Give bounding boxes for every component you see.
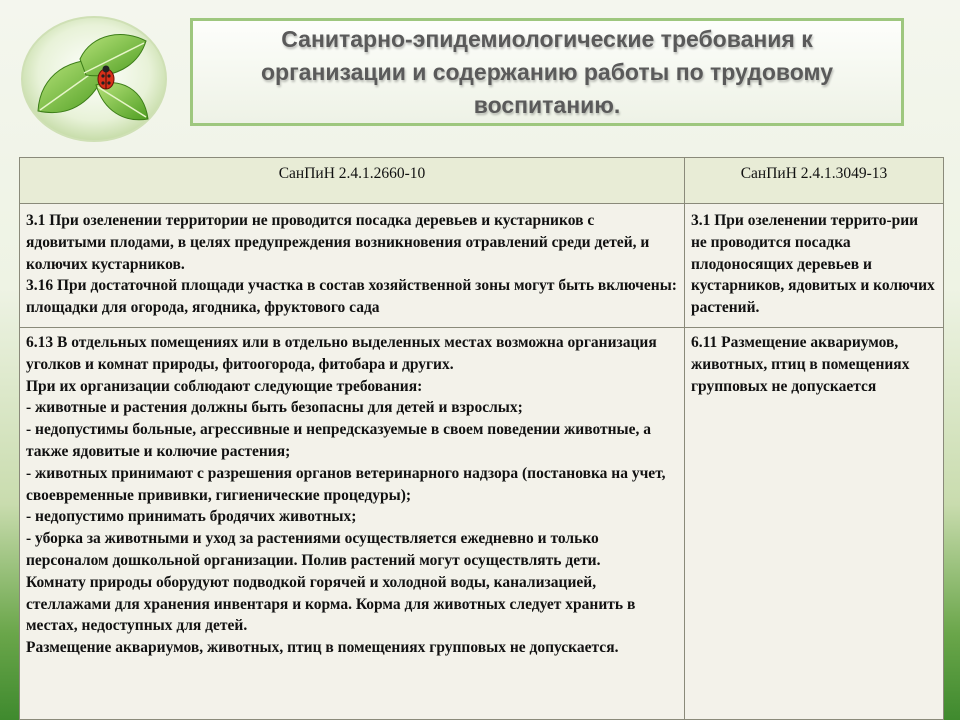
table-cell-right [685, 204, 944, 328]
table-row [20, 204, 944, 328]
paragraph: 6.13 В отдельных помещениях или в отдельно выделенных местах возможна организация уголков и комнат природы, фитоогорода, фитобара и других. [26, 334, 657, 373]
paragraph: - животные и растения должны быть безопасны для детей и взрослых; [26, 399, 523, 417]
paragraph: Размещение аквариумов, животных, птиц в помещениях групповых не допускается. [26, 639, 619, 657]
table-row [20, 328, 944, 720]
title-box [190, 18, 904, 126]
paragraph: - недопустимы больные, агрессивные и непредсказуемые в своем поведении животные, а также ядовитые и колючие растения; [26, 421, 652, 460]
paragraph: - животных принимают с разрешения органов ветеринарного надзора (постановка на учет, своевременные прививки, гигиенические процедуры); [26, 464, 666, 504]
paragraph: 3.1 При озеленении территории не проводится посадка деревьев и кустарников с ядовитыми плодами, в целях предупреждения возникновения отравлений среди детей, и колючих кустарников. [26, 212, 650, 273]
table-cell-left [20, 204, 685, 328]
paragraph: Комнату природы оборудуют подводкой горячей и холодной воды, канализацией, стеллажами для хранения инвентаря и корма. Корма для животных следует хранить в местах, недоступных для детей. [26, 573, 636, 635]
paragraph: 6.11 Размещение аквариумов, животных, птиц в помещениях групповых не допускается [691, 334, 910, 395]
paragraph: 3.1 При озеленении террито-рии не проводится посадка плодоносящих деревьев и кустарников, ядовитых и колючих растений. [691, 212, 935, 317]
table-header-right: СанПиН 2.4.1.3049-13 [685, 158, 944, 204]
paragraph: 3.16 При достаточной площади участка в состав хозяйственной зоны могут быть включены: площадки для огорода, ягодника, фруктового сада [26, 277, 677, 317]
paragraph: - недопустимо принимать бродячих животных; [26, 508, 357, 526]
page-title: Санитарно-эпидемиологические требования к организации и содержанию работы по трудовому воспитанию. [261, 25, 833, 118]
sanpin-comparison-table [19, 157, 944, 720]
paragraph: - уборка за животными и уход за растениями осуществляется ежедневно и только персоналом дошкольной организации. Полив растений могут осуществлять дети. [26, 530, 601, 569]
table-header-left: СанПиН 2.4.1.2660-10 [20, 158, 685, 204]
paragraph: При их организации соблюдают следующие требования: [26, 377, 423, 395]
table-cell-left [20, 328, 685, 720]
table-cell-right [685, 328, 944, 720]
leaf-ladybug-logo-icon [20, 15, 168, 143]
